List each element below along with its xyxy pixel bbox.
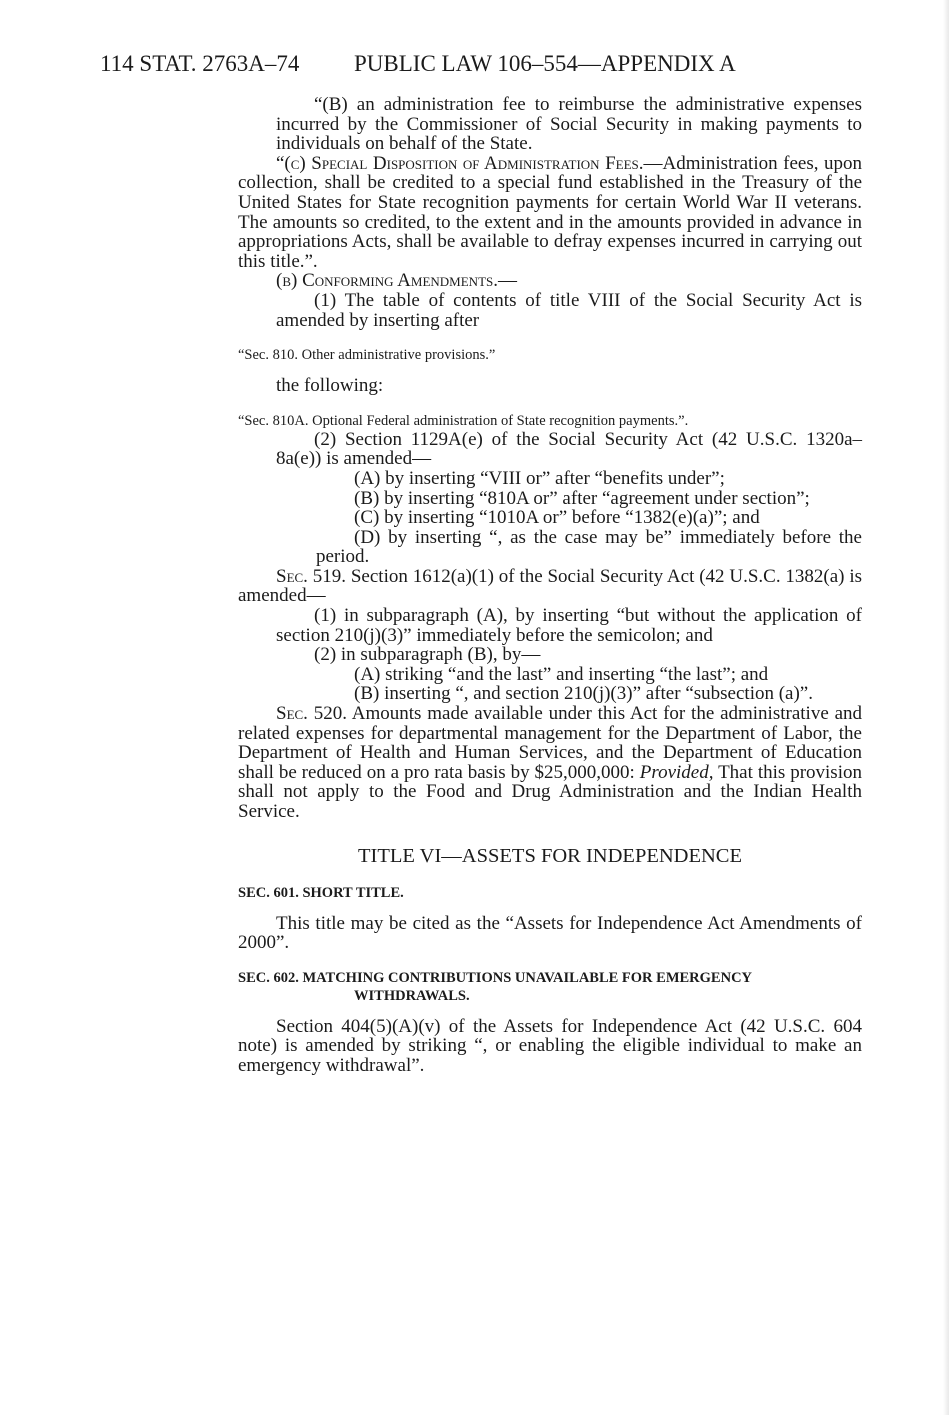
conforming-amendment-1: (1) The table of contents of title VIII of the Social Security Act is amended by inserting after — [276, 289, 862, 331]
section-519 — [238, 567, 862, 606]
section-601-text: This title may be cited as the “Assets for Independence Act Amendments of 2000”. — [238, 912, 862, 954]
paragraph-b: “(B) an administration fee to reimburse the administrative expenses incurred by the Commissioner of Social Security in making payments to individuals on behalf of the State. — [276, 94, 862, 155]
amendment-2a: (A) by inserting “VIII or” after “benefits under”; — [354, 467, 725, 489]
amendment-2c: (C) by inserting “1010A or” before “1382(e)(a)”; and — [354, 507, 760, 529]
section-519-text: Section 1612(a)(1) of the Social Security Act (42 U.S.C. 1382(a) is amended— — [238, 565, 863, 607]
section-519-label: Sec. 519. — [276, 565, 347, 587]
amendment-2d: (D) by inserting “, as the case may be” immediately before the period. — [316, 526, 862, 568]
section-520-label: Sec. 520. — [276, 703, 347, 725]
title-vi-heading: TITLE VI—ASSETS FOR INDEPENDENCE — [358, 844, 742, 867]
toc-entry-new: “Sec. 810A. Optional Federal administration of State recognition payments.”. — [238, 412, 689, 429]
toc-entry-old: “Sec. 810. Other administrative provisions.” — [238, 347, 496, 364]
section-519-item-1: (1) in subparagraph (A), by inserting “but without the application of section 210(j)(3)” immediately before the semicolon; and — [276, 605, 862, 646]
the-following: the following: — [276, 375, 384, 397]
paragraph-c-text: Administration fees, upon collection, shall be credited to a special fund established in the Treasury of the United States for State recognition payments for certain World War II veterans. The amounts so credited, to the extent and in the amounts provided in advance in appropriations Acts, shall be available to defray expenses incurred in carrying out this title.”. — [238, 152, 862, 272]
paragraph-c — [238, 154, 862, 272]
section-519-item-2b: (B) inserting “, and section 210(j)(3)” after “subsection (a)”. — [354, 683, 813, 705]
page-reference: 114 STAT. 2763A–74 — [100, 51, 300, 76]
section-602-text: Section 404(5)(A)(v) of the Assets for Independence Act (42 U.S.C. 604 note) is amended by striking “, or enabling the eligible individual to make an emergency withdrawal”. — [238, 1015, 862, 1076]
provided-italic: Provided, — [639, 761, 714, 783]
section-519-item-2: (2) in subparagraph (B), by— — [314, 644, 541, 666]
document-body — [238, 95, 862, 1076]
amendment-2b: (B) by inserting “810A or” after “agreement under section”; — [354, 487, 810, 509]
page-edge-shadow — [943, 0, 949, 1415]
conforming-amendments-heading: (b) Conforming Amendments.— — [276, 270, 517, 292]
law-title: PUBLIC LAW 106–554—APPENDIX A — [354, 51, 736, 76]
conforming-amendment-2: (2) Section 1129A(e) of the Social Security Act (42 U.S.C. 1320a–8a(e)) is amended— — [276, 428, 862, 470]
paragraph-c-heading: “(c) Special Disposition of Administration Fees.— — [276, 152, 663, 174]
section-519-item-2a: (A) striking “and the last” and inserting “the last”; and — [354, 663, 769, 685]
section-520: Sec. 520. Amounts made available under this Act for the administrative and related expenses for departmental management for the Department of Labor, the Department of Health and Human Services, and the Department of Education shall be reduced on a pro rata basis by $25,000,000: Provided, That this provision shall not apply to the Food and Drug Administration and the Indian Health Service. — [238, 703, 862, 822]
section-601-heading: SEC. 601. SHORT TITLE. — [238, 884, 404, 901]
section-602-heading: SEC. 602. MATCHING CONTRIBUTIONS UNAVAILABLE FOR EMERGENCY WITHDRAWALS. — [238, 969, 752, 1004]
